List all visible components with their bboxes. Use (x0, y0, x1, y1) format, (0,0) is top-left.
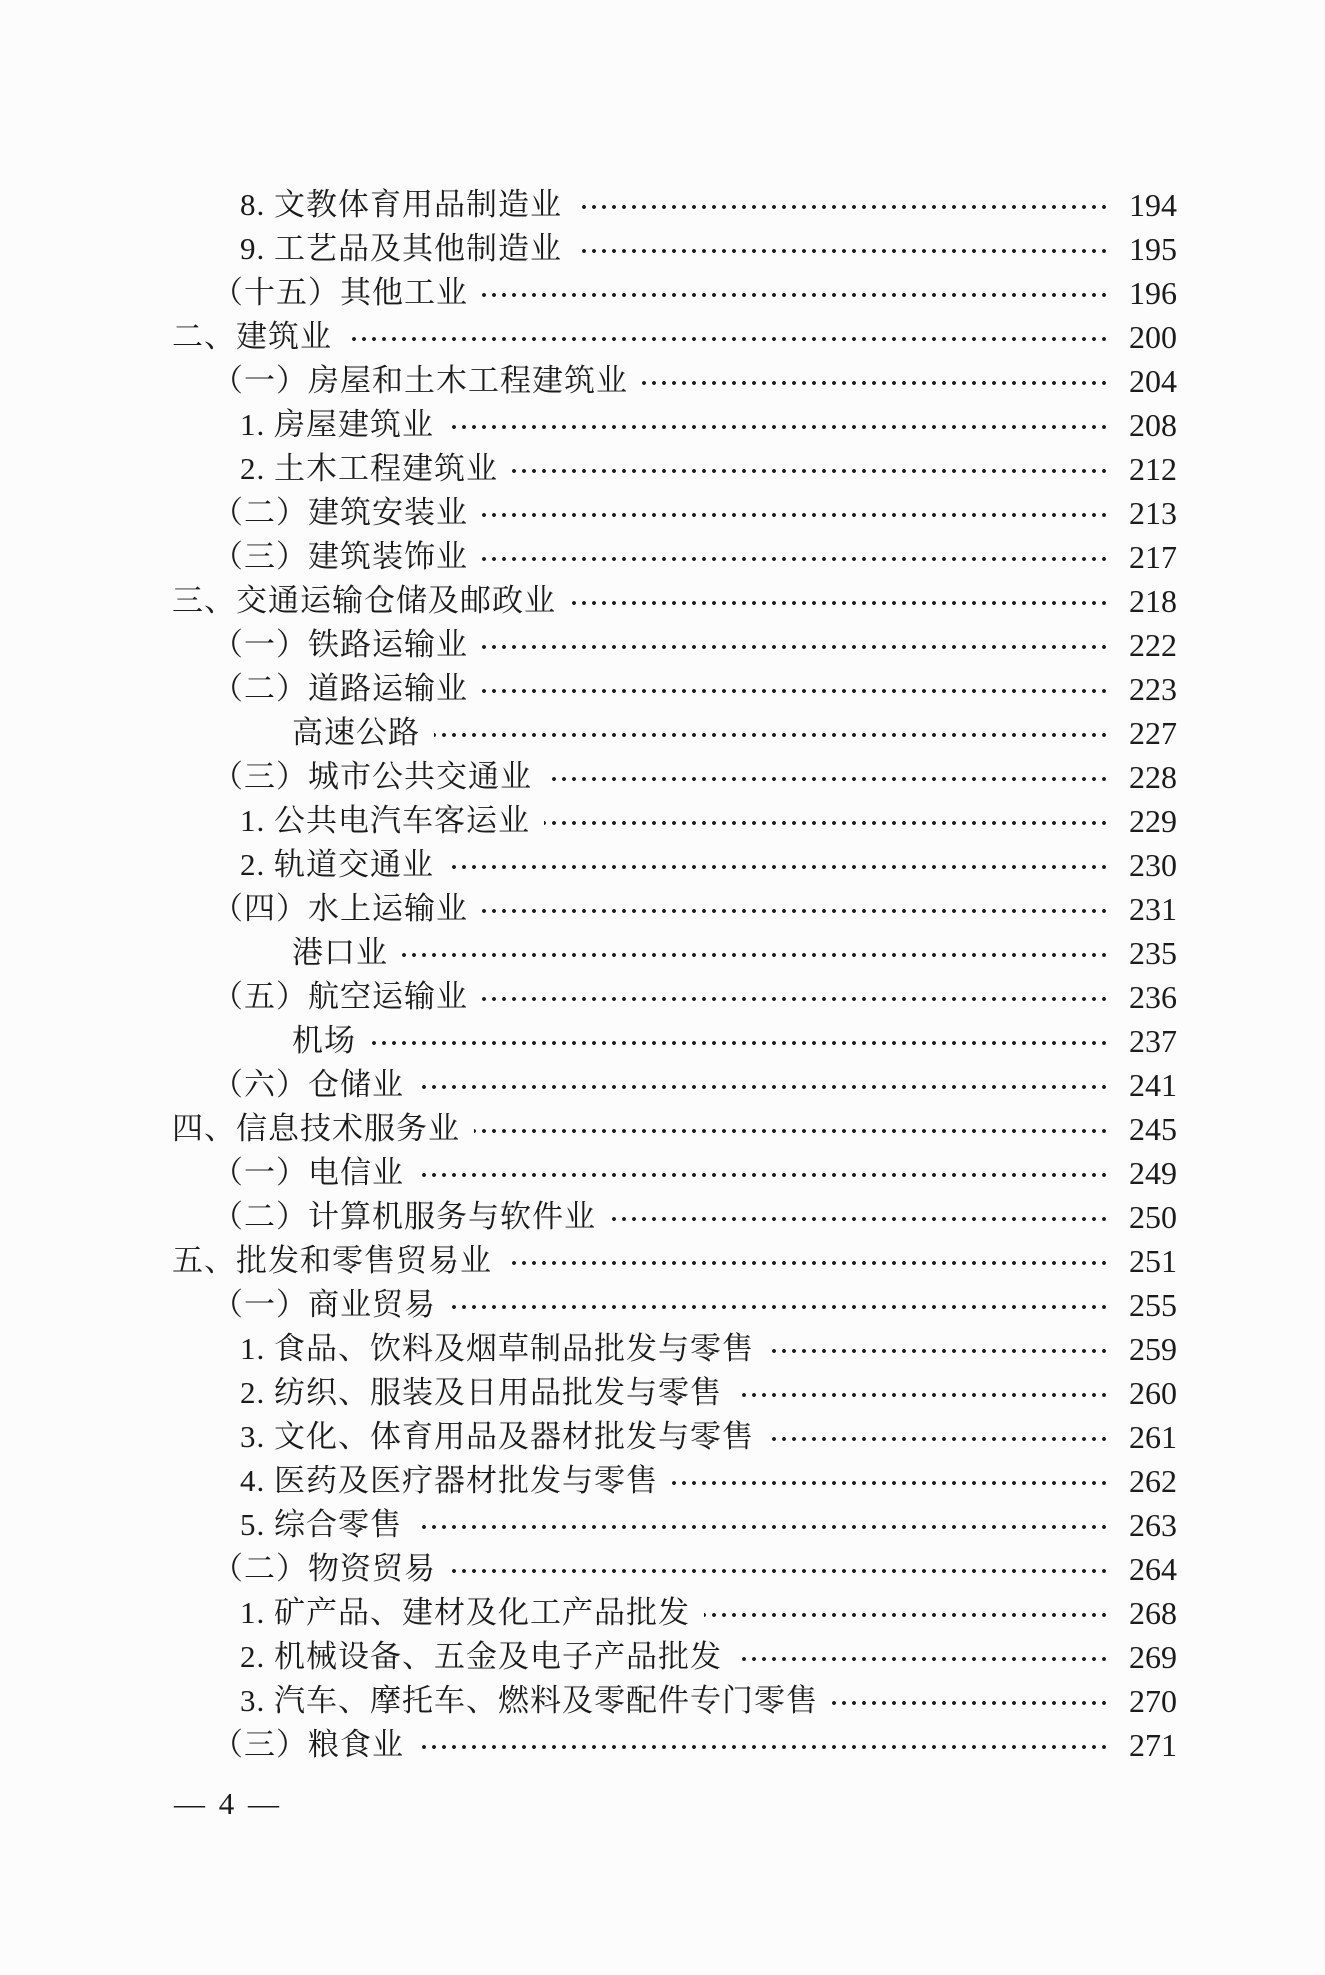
toc-entry (0, 447, 1177, 491)
dot-leader (482, 996, 1109, 1002)
toc-entry (0, 1547, 1177, 1591)
toc-entry-page: 260 (1129, 1374, 1177, 1411)
dot-leader (672, 1480, 1109, 1486)
dot-leader (448, 864, 1109, 870)
toc-entry (0, 1459, 1177, 1503)
toc-entry-page: 218 (1129, 582, 1177, 619)
toc-entry (0, 491, 1177, 535)
dot-leader (642, 380, 1109, 386)
page-footer (174, 1786, 282, 1822)
toc-entry-label: （五）航空运输业 (212, 979, 468, 1014)
toc-entry-page: 236 (1129, 978, 1177, 1015)
toc-entry (0, 1019, 1177, 1063)
toc-entry (0, 183, 1177, 227)
toc-entry-page: 228 (1129, 758, 1177, 795)
toc-entry (0, 623, 1177, 667)
toc-entry-label: （三）建筑装饰业 (212, 539, 468, 574)
dot-leader (346, 336, 1109, 342)
toc-entry-page: 271 (1129, 1726, 1177, 1763)
toc-entry-page: 270 (1129, 1682, 1177, 1719)
toc-entry-page: 200 (1129, 318, 1177, 355)
toc-entry-label: （四）水上运输业 (212, 891, 468, 926)
toc-entry-label: 四、信息技术服务业 (172, 1111, 460, 1146)
toc-entry-page: 268 (1129, 1594, 1177, 1631)
toc-entry-label: 高速公路 (292, 715, 420, 750)
toc-entry-label: 二、建筑业 (172, 319, 332, 354)
toc-entry (0, 843, 1177, 887)
dot-leader (416, 1524, 1109, 1530)
dot-leader (370, 1040, 1109, 1046)
toc-entry-page: 208 (1129, 406, 1177, 443)
toc-entry-label: （三）城市公共交通业 (212, 759, 532, 794)
footer-page-number: — 4 — (174, 1786, 282, 1821)
toc-entry (0, 1503, 1177, 1547)
toc-entry (0, 1591, 1177, 1635)
toc-entry (0, 315, 1177, 359)
toc-entry (0, 1151, 1177, 1195)
dot-leader (418, 1084, 1109, 1090)
dot-leader (482, 292, 1109, 298)
toc-entry (0, 1327, 1177, 1371)
toc-entry (0, 1239, 1177, 1283)
toc-entry-label: （二）建筑安装业 (212, 495, 468, 530)
dot-leader (768, 1348, 1109, 1354)
dot-leader (450, 1568, 1109, 1574)
toc-entry-page: 196 (1129, 274, 1177, 311)
toc-entry (0, 799, 1177, 843)
dot-leader (482, 556, 1109, 562)
toc-entry-page: 194 (1129, 186, 1177, 223)
toc-list (0, 183, 1177, 1767)
toc-entry-label: （二）计算机服务与软件业 (212, 1199, 596, 1234)
toc-entry (0, 975, 1177, 1019)
dot-leader (448, 424, 1109, 430)
toc-entry-page: 255 (1129, 1286, 1177, 1323)
dot-leader (832, 1700, 1109, 1706)
toc-entry (0, 403, 1177, 447)
toc-entry (0, 667, 1177, 711)
toc-entry (0, 1635, 1177, 1679)
toc-entry-page: 250 (1129, 1198, 1177, 1235)
toc-entry (0, 887, 1177, 931)
toc-entry-label: 1. 食品、饮料及烟草制品批发与零售 (240, 1331, 754, 1366)
toc-entry-label: 机场 (292, 1023, 356, 1058)
dot-leader (546, 776, 1109, 782)
dot-leader (482, 908, 1109, 914)
toc-entry (0, 535, 1177, 579)
toc-entry-label: （十五）其他工业 (212, 275, 468, 310)
dot-leader (506, 1260, 1109, 1266)
toc-entry-label: 五、批发和零售贸易业 (172, 1243, 492, 1278)
toc-entry-page: 245 (1129, 1110, 1177, 1147)
toc-entry (0, 359, 1177, 403)
dot-leader (482, 644, 1109, 650)
toc-entry (0, 1063, 1177, 1107)
toc-entry-label: （二）道路运输业 (212, 671, 468, 706)
toc-entry-page: 235 (1129, 934, 1177, 971)
toc-entry-label: 9. 工艺品及其他制造业 (240, 231, 562, 266)
dot-leader (736, 1656, 1109, 1662)
dot-leader (474, 1128, 1109, 1134)
toc-entry-label: （一）商业贸易 (212, 1287, 436, 1322)
toc-entry-label: 1. 房屋建筑业 (240, 407, 434, 442)
toc-entry-label: 3. 汽车、摩托车、燃料及零配件专门零售 (240, 1683, 818, 1718)
toc-entry (0, 931, 1177, 975)
dot-leader (576, 248, 1109, 254)
toc-entry (0, 1723, 1177, 1767)
toc-entry-label: 1. 公共电汽车客运业 (240, 803, 530, 838)
toc-entry-page: 262 (1129, 1462, 1177, 1499)
toc-entry-page: 231 (1129, 890, 1177, 927)
toc-entry-label: 2. 土木工程建筑业 (240, 451, 498, 486)
toc-entry (0, 711, 1177, 755)
dot-leader (418, 1744, 1109, 1750)
toc-entry-page: 212 (1129, 450, 1177, 487)
toc-entry (0, 755, 1177, 799)
toc-entry-page: 229 (1129, 802, 1177, 839)
toc-entry-page: 263 (1129, 1506, 1177, 1543)
toc-entry-label: 8. 文教体育用品制造业 (240, 187, 562, 222)
toc-entry-page: 259 (1129, 1330, 1177, 1367)
toc-entry (0, 227, 1177, 271)
toc-entry-page: 222 (1129, 626, 1177, 663)
toc-entry (0, 1283, 1177, 1327)
toc-entry-page: 204 (1129, 362, 1177, 399)
toc-entry (0, 1679, 1177, 1723)
toc-entry-label: 2. 轨道交通业 (240, 847, 434, 882)
toc-entry-page: 213 (1129, 494, 1177, 531)
toc-entry-label: 2. 机械设备、五金及电子产品批发 (240, 1639, 722, 1674)
toc-entry-label: （一）房屋和土木工程建筑业 (212, 363, 628, 398)
toc-entry-page: 227 (1129, 714, 1177, 751)
toc-entry-label: （二）物资贸易 (212, 1551, 436, 1586)
toc-entry (0, 579, 1177, 623)
dot-leader (704, 1612, 1109, 1618)
toc-entry-page: 241 (1129, 1066, 1177, 1103)
toc-entry-page: 249 (1129, 1154, 1177, 1191)
toc-entry-page: 217 (1129, 538, 1177, 575)
toc-entry-page: 269 (1129, 1638, 1177, 1675)
toc-entry-page: 251 (1129, 1242, 1177, 1279)
dot-leader (450, 1304, 1109, 1310)
toc-entry-page: 237 (1129, 1022, 1177, 1059)
dot-leader (570, 600, 1109, 606)
toc-entry-label: 3. 文化、体育用品及器材批发与零售 (240, 1419, 754, 1454)
toc-entry-label: （三）粮食业 (212, 1727, 404, 1762)
toc-entry (0, 1415, 1177, 1459)
dot-leader (402, 952, 1109, 958)
dot-leader (544, 820, 1109, 826)
dot-leader (434, 732, 1109, 738)
toc-entry (0, 1371, 1177, 1415)
toc-entry-label: （一）铁路运输业 (212, 627, 468, 662)
dot-leader (576, 204, 1109, 210)
toc-entry-label: 4. 医药及医疗器材批发与零售 (240, 1463, 658, 1498)
dot-leader (610, 1216, 1109, 1222)
dot-leader (736, 1392, 1109, 1398)
toc-entry-label: 1. 矿产品、建材及化工产品批发 (240, 1595, 690, 1630)
toc-entry-label: （一）电信业 (212, 1155, 404, 1190)
dot-leader (482, 512, 1109, 518)
toc-entry-page: 261 (1129, 1418, 1177, 1455)
toc-entry-label: 2. 纺织、服装及日用品批发与零售 (240, 1375, 722, 1410)
toc-entry-label: 5. 综合零售 (240, 1507, 402, 1542)
toc-entry-page: 195 (1129, 230, 1177, 267)
toc-entry-label: （六）仓储业 (212, 1067, 404, 1102)
toc-entry-page: 230 (1129, 846, 1177, 883)
toc-entry (0, 1195, 1177, 1239)
dot-leader (418, 1172, 1109, 1178)
toc-entry-page: 223 (1129, 670, 1177, 707)
toc-entry (0, 271, 1177, 315)
toc-entry-page: 264 (1129, 1550, 1177, 1587)
toc-entry-label: 三、交通运输仓储及邮政业 (172, 583, 556, 618)
dot-leader (512, 468, 1109, 474)
dot-leader (482, 688, 1109, 694)
toc-entry-label: 港口业 (292, 935, 388, 970)
dot-leader (768, 1436, 1109, 1442)
toc-entry (0, 1107, 1177, 1151)
